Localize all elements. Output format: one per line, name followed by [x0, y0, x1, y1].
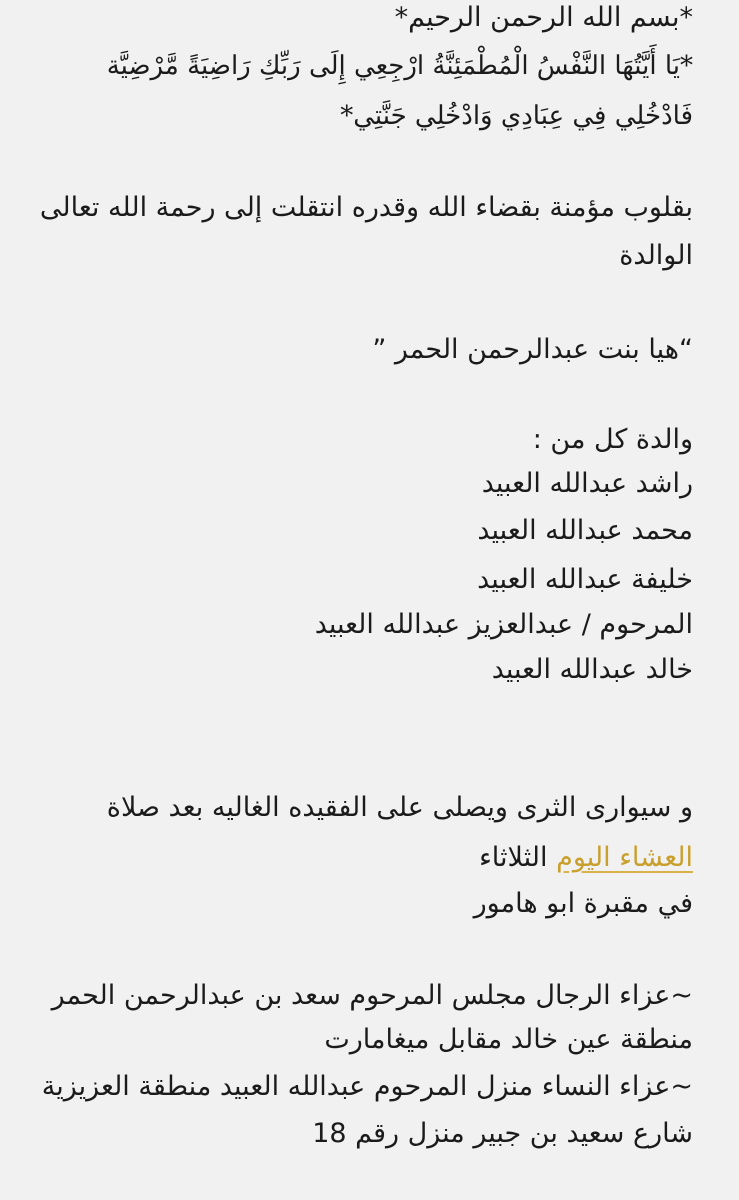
- women-condolence-line-2: شارع سعيد بن جبير منزل رقم 18: [312, 1118, 693, 1149]
- quran-verse-line-1: *يَا أَيَّتُهَا النَّفْسُ الْمُطْمَئِنَّةُ ارْجِعِي إِلَى رَبِّكِ رَاضِيَةً مَّرْضِيَّة: [106, 51, 693, 81]
- quran-verse-line-2: فَادْخُلِي فِي عِبَادِي وَادْخُلِي جَنَّتِي*: [340, 101, 693, 131]
- burial-line-2: [479, 838, 693, 878]
- announcement-line-1: بقلوب مؤمنة بقضاء الله وقدره انتقلت إلى رحمة الله تعالى: [39, 192, 693, 223]
- men-condolence-line-2: منطقة عين خالد مقابل ميغامارت: [324, 1024, 693, 1055]
- prayer-time-link[interactable]: العشاء اليوم: [556, 842, 693, 873]
- men-condolence-line-1: ~عزاء الرجال مجلس المرحوم سعد بن عبدالرحمن الحمر: [51, 980, 693, 1011]
- obituary-document: [28, 0, 693, 1200]
- basmala: *بسم الله الرحمن الرحيم*: [394, 2, 693, 33]
- child-name-1: راشد عبدالله العبيد: [481, 468, 693, 499]
- women-condolence-line-1: ~عزاء النساء منزل المرحوم عبدالله العبيد منطقة العزيزية: [41, 1071, 693, 1102]
- child-name-2: محمد عبدالله العبيد: [477, 515, 693, 546]
- child-name-3: خليفة عبدالله العبيد: [477, 564, 693, 595]
- child-name-4: المرحوم / عبدالعزيز عبدالله العبيد: [314, 609, 693, 640]
- announcement-line-2: الوالدة: [619, 240, 693, 271]
- child-name-5: خالد عبدالله العبيد: [491, 654, 693, 685]
- mother-of-label: والدة كل من :: [532, 424, 693, 455]
- deceased-name: “هيا بنت عبدالرحمن الحمر ”: [372, 334, 693, 365]
- burial-line-1: و سيوارى الثرى ويصلى على الفقيده الغاليه بعد صلاة: [106, 792, 693, 823]
- burial-place: في مقبرة ابو هامور: [473, 888, 693, 919]
- burial-day: الثلاثاء: [479, 842, 548, 873]
